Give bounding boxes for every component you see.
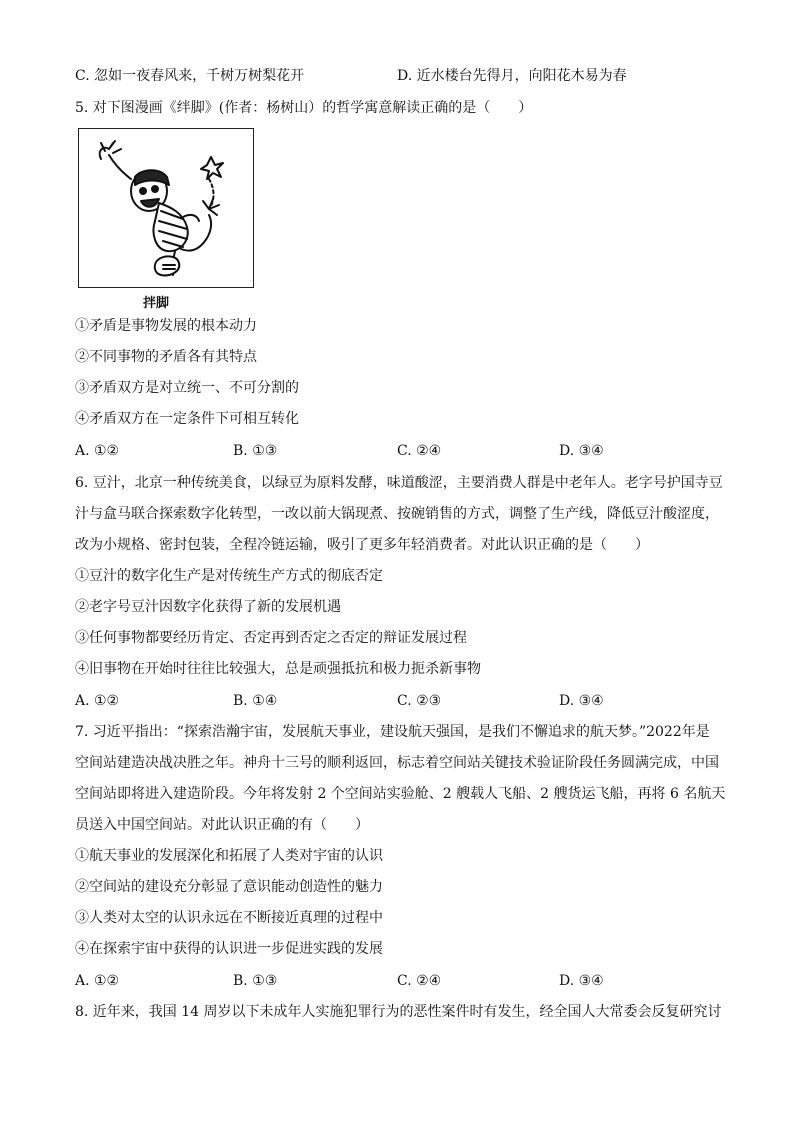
q8-stem-line-1: 8. 近年来，我国 14 周岁以下未成年人实施犯罪行为的恶性案件时有发生，经全国人大常委会反复研究讨 [75,1004,722,1020]
q6-item-1: ①豆汁的数字化生产是对传统生产方式的彻底否定 [75,568,383,584]
q5-option-d[interactable]: D. ③④ [559,443,604,459]
q7-stem-line-3: 空间站即将进入建造阶段。今年将发射 2 个空间站实验舱、2 艘载人飞船、2 艘货运飞船，再将 6 名航天 [75,786,726,802]
q4-option-d[interactable]: D. 近水楼台先得月，向阳花木易为春 [397,68,627,84]
q6-options [75,691,720,711]
q7-option-c[interactable]: C. ②④ [397,973,442,989]
cartoon-image [78,128,254,288]
q7-option-d[interactable]: D. ③④ [559,973,604,989]
q7-item-4: ④在探索宇宙中获得的认识进一步促进实践的发展 [75,941,383,957]
q5-options [75,441,720,461]
q7-stem-line-4: 员送入中国空间站。对此认识正确的有（ ） [75,817,369,833]
q5-option-c[interactable]: C. ②④ [397,443,442,459]
q7-item-3: ③人类对太空的认识永远在不断接近真理的过程中 [75,910,383,926]
q6-item-2: ②老字号豆汁因数字化获得了新的发展机遇 [75,599,341,615]
q5-item-3: ③矛盾双方是对立统一、不可分割的 [75,380,299,396]
cartoon-illustration [79,129,252,286]
q5-item-4: ④矛盾双方在一定条件下可相互转化 [75,411,299,427]
q5-item-2: ②不同事物的矛盾各有其特点 [75,349,257,365]
q5-item-1: ①矛盾是事物发展的根本动力 [75,318,257,334]
q7-stem-line-2: 空间站建造决战决胜之年。神舟十三号的顺利返回，标志着空间站关键技术验证阶段任务圆满完成，中国 [75,755,719,771]
q6-option-c[interactable]: C. ②③ [397,693,442,709]
cartoon-caption: 拌脚 [143,296,170,311]
q7-option-b[interactable]: B. ①③ [233,973,278,989]
q6-option-a[interactable]: A. ①② [75,693,120,709]
q6-stem-line-1: 6. 豆汁，北京一种传统美食，以绿豆为原料发酵，味道酸涩，主要消费人群是中老年人。老字号护国寺豆 [75,475,723,491]
q7-item-2: ②空间站的建设充分彰显了意识能动创造性的魅力 [75,879,383,895]
q7-option-a[interactable]: A. ①② [75,973,120,989]
q4-option-c[interactable]: C. 忽如一夜春风来，千树万树梨花开 [75,68,305,84]
q6-item-4: ④旧事物在开始时往往比较强大，总是顽强抵抗和极力扼杀新事物 [75,661,481,677]
q6-option-d[interactable]: D. ③④ [559,693,604,709]
q5-option-b[interactable]: B. ①③ [233,443,278,459]
q7-options [75,971,720,991]
q7-stem-line-1: 7. 习近平指出：“探索浩瀚宇宙，发展航天事业，建设航天强国，是我们不懈追求的航天梦。”2022年是 [75,724,710,740]
q6-stem-line-2: 汁与盒马联合探索数字化转型，一改以前大锅现煮、按碗销售的方式，调整了生产线，降低豆汁酸涩度， [75,506,719,522]
q6-item-3: ③任何事物都要经历肯定、否定再到否定之否定的辩证发展过程 [75,630,467,646]
q7-item-1: ①航天事业的发展深化和拓展了人类对宇宙的认识 [75,848,383,864]
q6-stem-line-3: 改为小规格、密封包装，全程冷链运输，吸引了更多年轻消费者。对此认识正确的是（ ） [75,537,649,553]
q5-stem: 5. 对下图漫画《绊脚》(作者：杨树山）的哲学寓意解读正确的是（ ） [75,100,533,116]
q6-option-b[interactable]: B. ①④ [233,693,278,709]
q5-option-a[interactable]: A. ①② [75,443,120,459]
